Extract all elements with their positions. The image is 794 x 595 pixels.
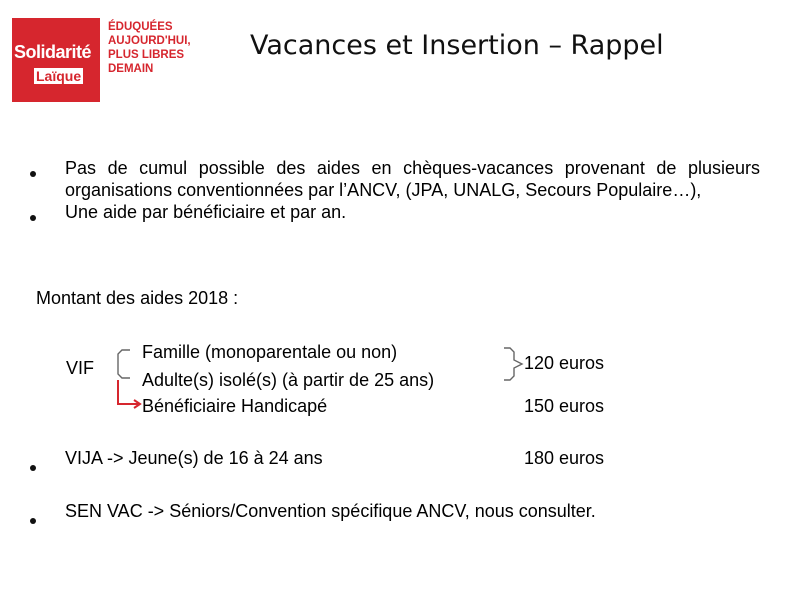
amounts-heading: Montant des aides 2018 :: [36, 288, 239, 308]
logo-tagline-line: DEMAIN: [108, 63, 154, 75]
page-title: Vacances et Insertion – Rappel: [250, 30, 664, 61]
bullet-icon: [30, 215, 36, 221]
rule-text: Pas de cumul possible des aides en chèques-vacances provenant de plusieurs organisations conventionnées par l’ANCV, (JPA, UNALG, Secours Populaire…),: [65, 158, 760, 200]
bullet-icon: [30, 465, 36, 471]
rules-list: [30, 157, 760, 223]
logo-tagline-line: ÉDUQUÉES: [108, 21, 173, 33]
logo-tagline-line: AUJOURD'HUI,: [108, 35, 191, 47]
logo: [12, 18, 224, 102]
logo-tagline: [108, 20, 224, 76]
vif-option-handicap: Bénéficiaire Handicapé: [142, 396, 328, 416]
bullet-icon: [30, 171, 36, 177]
sen-vac-text: SEN VAC -> Séniors/Convention spécifique ANCV, nous consulter.: [65, 501, 596, 521]
vif-label: VIF: [66, 358, 95, 378]
list-item: [30, 157, 760, 201]
bullet-icon: [30, 518, 36, 524]
vif-price-handicap: 150 euros: [524, 396, 605, 416]
rule-text: Une aide par bénéficiaire et par an.: [65, 202, 347, 222]
vif-option-adult: Adulte(s) isolé(s) (à partir de 25 ans): [142, 370, 435, 390]
list-item: [30, 201, 760, 223]
logo-brand-name: Solidarité: [14, 42, 92, 62]
vif-price-group: 120 euros: [524, 353, 605, 373]
vija-price: 180 euros: [524, 448, 605, 468]
vif-option-family: Famille (monoparentale ou non): [142, 342, 398, 362]
logo-brand-subname: Laïque: [36, 68, 82, 84]
logo-tagline-line: PLUS LIBRES: [108, 49, 185, 61]
right-bracket-icon: [500, 344, 526, 384]
vija-text: VIJA -> Jeune(s) de 16 à 24 ans: [65, 448, 323, 468]
